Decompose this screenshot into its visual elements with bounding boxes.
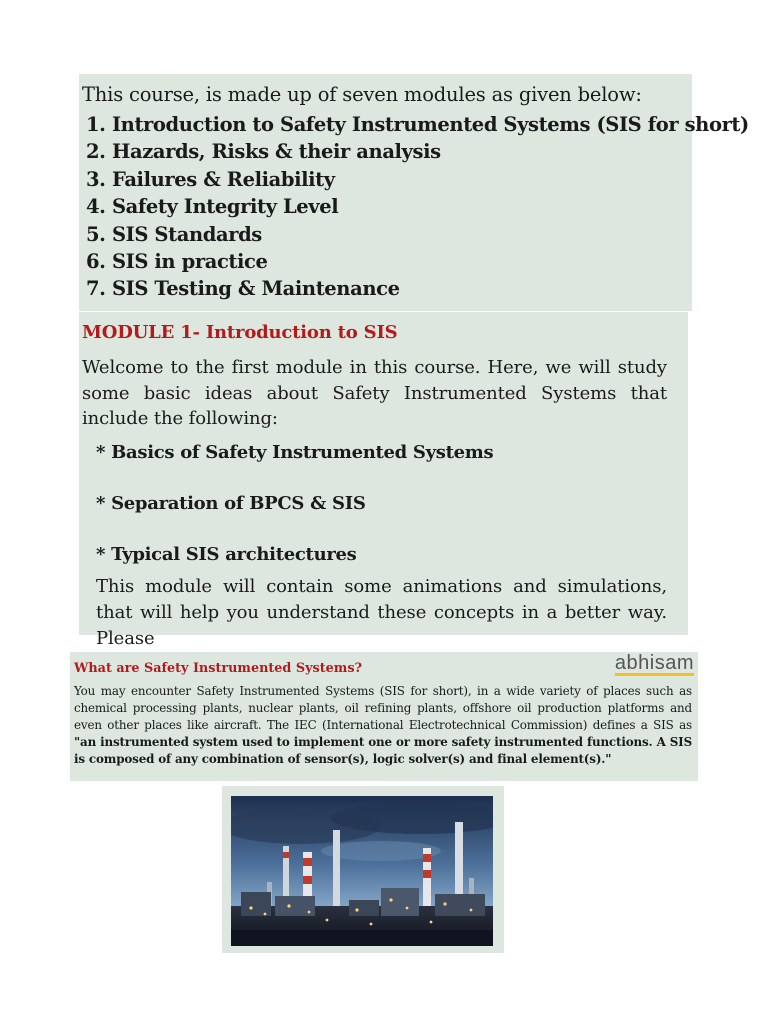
brand-logo	[615, 652, 694, 676]
bullet-item: * Basics of Safety Instrumented Systems	[96, 441, 494, 463]
module1-title: MODULE 1- Introduction to SIS	[82, 322, 398, 343]
module-item-2: 2. Hazards, Risks & their analysis	[86, 140, 441, 164]
brand-logo-text: abhisam	[614, 652, 694, 674]
module-item-4: 4. Safety Integrity Level	[86, 195, 339, 219]
module1-note: This module will contain some animations and simulations, that will help you understand these concepts in a better way. Please	[96, 575, 667, 649]
module-item-5: 5. SIS Standards	[86, 222, 262, 246]
bullet-item: * Separation of BPCS & SIS	[96, 492, 366, 514]
modules-intro: This course, is made up of seven modules as given below:	[82, 83, 642, 106]
definition-panel	[70, 652, 698, 781]
bullet-item: * Typical SIS architectures	[96, 543, 357, 565]
refinery-photo	[231, 796, 493, 946]
modules-panel	[79, 74, 749, 311]
definition-body-text: You may encounter Safety Instrumented Systems (SIS for short), in a wide variety of places such as chemical processing plants, nuclear plants, oil refining plants, offshore oil production platforms and even other places like aircraft. The IEC (International Electrotechnical Commission) defines a SIS as	[74, 684, 692, 732]
definition-body	[74, 683, 692, 768]
module-item-3: 3. Failures & Reliability	[86, 167, 335, 191]
module-item-6: 6. SIS in practice	[86, 250, 268, 274]
module1-bullet-list	[82, 440, 667, 568]
definition-title: What are Safety Instrumented Systems?	[74, 661, 363, 676]
module1-panel	[79, 312, 688, 649]
modules-list	[82, 111, 749, 303]
module-item-7: 7. SIS Testing & Maintenance	[86, 277, 400, 301]
module-item-1: 1. Introduction to Safety Instrumented Systems (SIS for short)	[86, 113, 749, 136]
definition-quote: "an instrumented system used to implement one or more safety instrumented functions. A SIS is composed of any combination of sensor(s), logic solver(s) and final element(s)."	[74, 735, 692, 766]
module1-welcome-text: Welcome to the first module in this course. Here, we will study some basic ideas about Safety Instrumented Systems that include the following:	[82, 357, 667, 429]
refinery-image-frame	[222, 786, 504, 953]
